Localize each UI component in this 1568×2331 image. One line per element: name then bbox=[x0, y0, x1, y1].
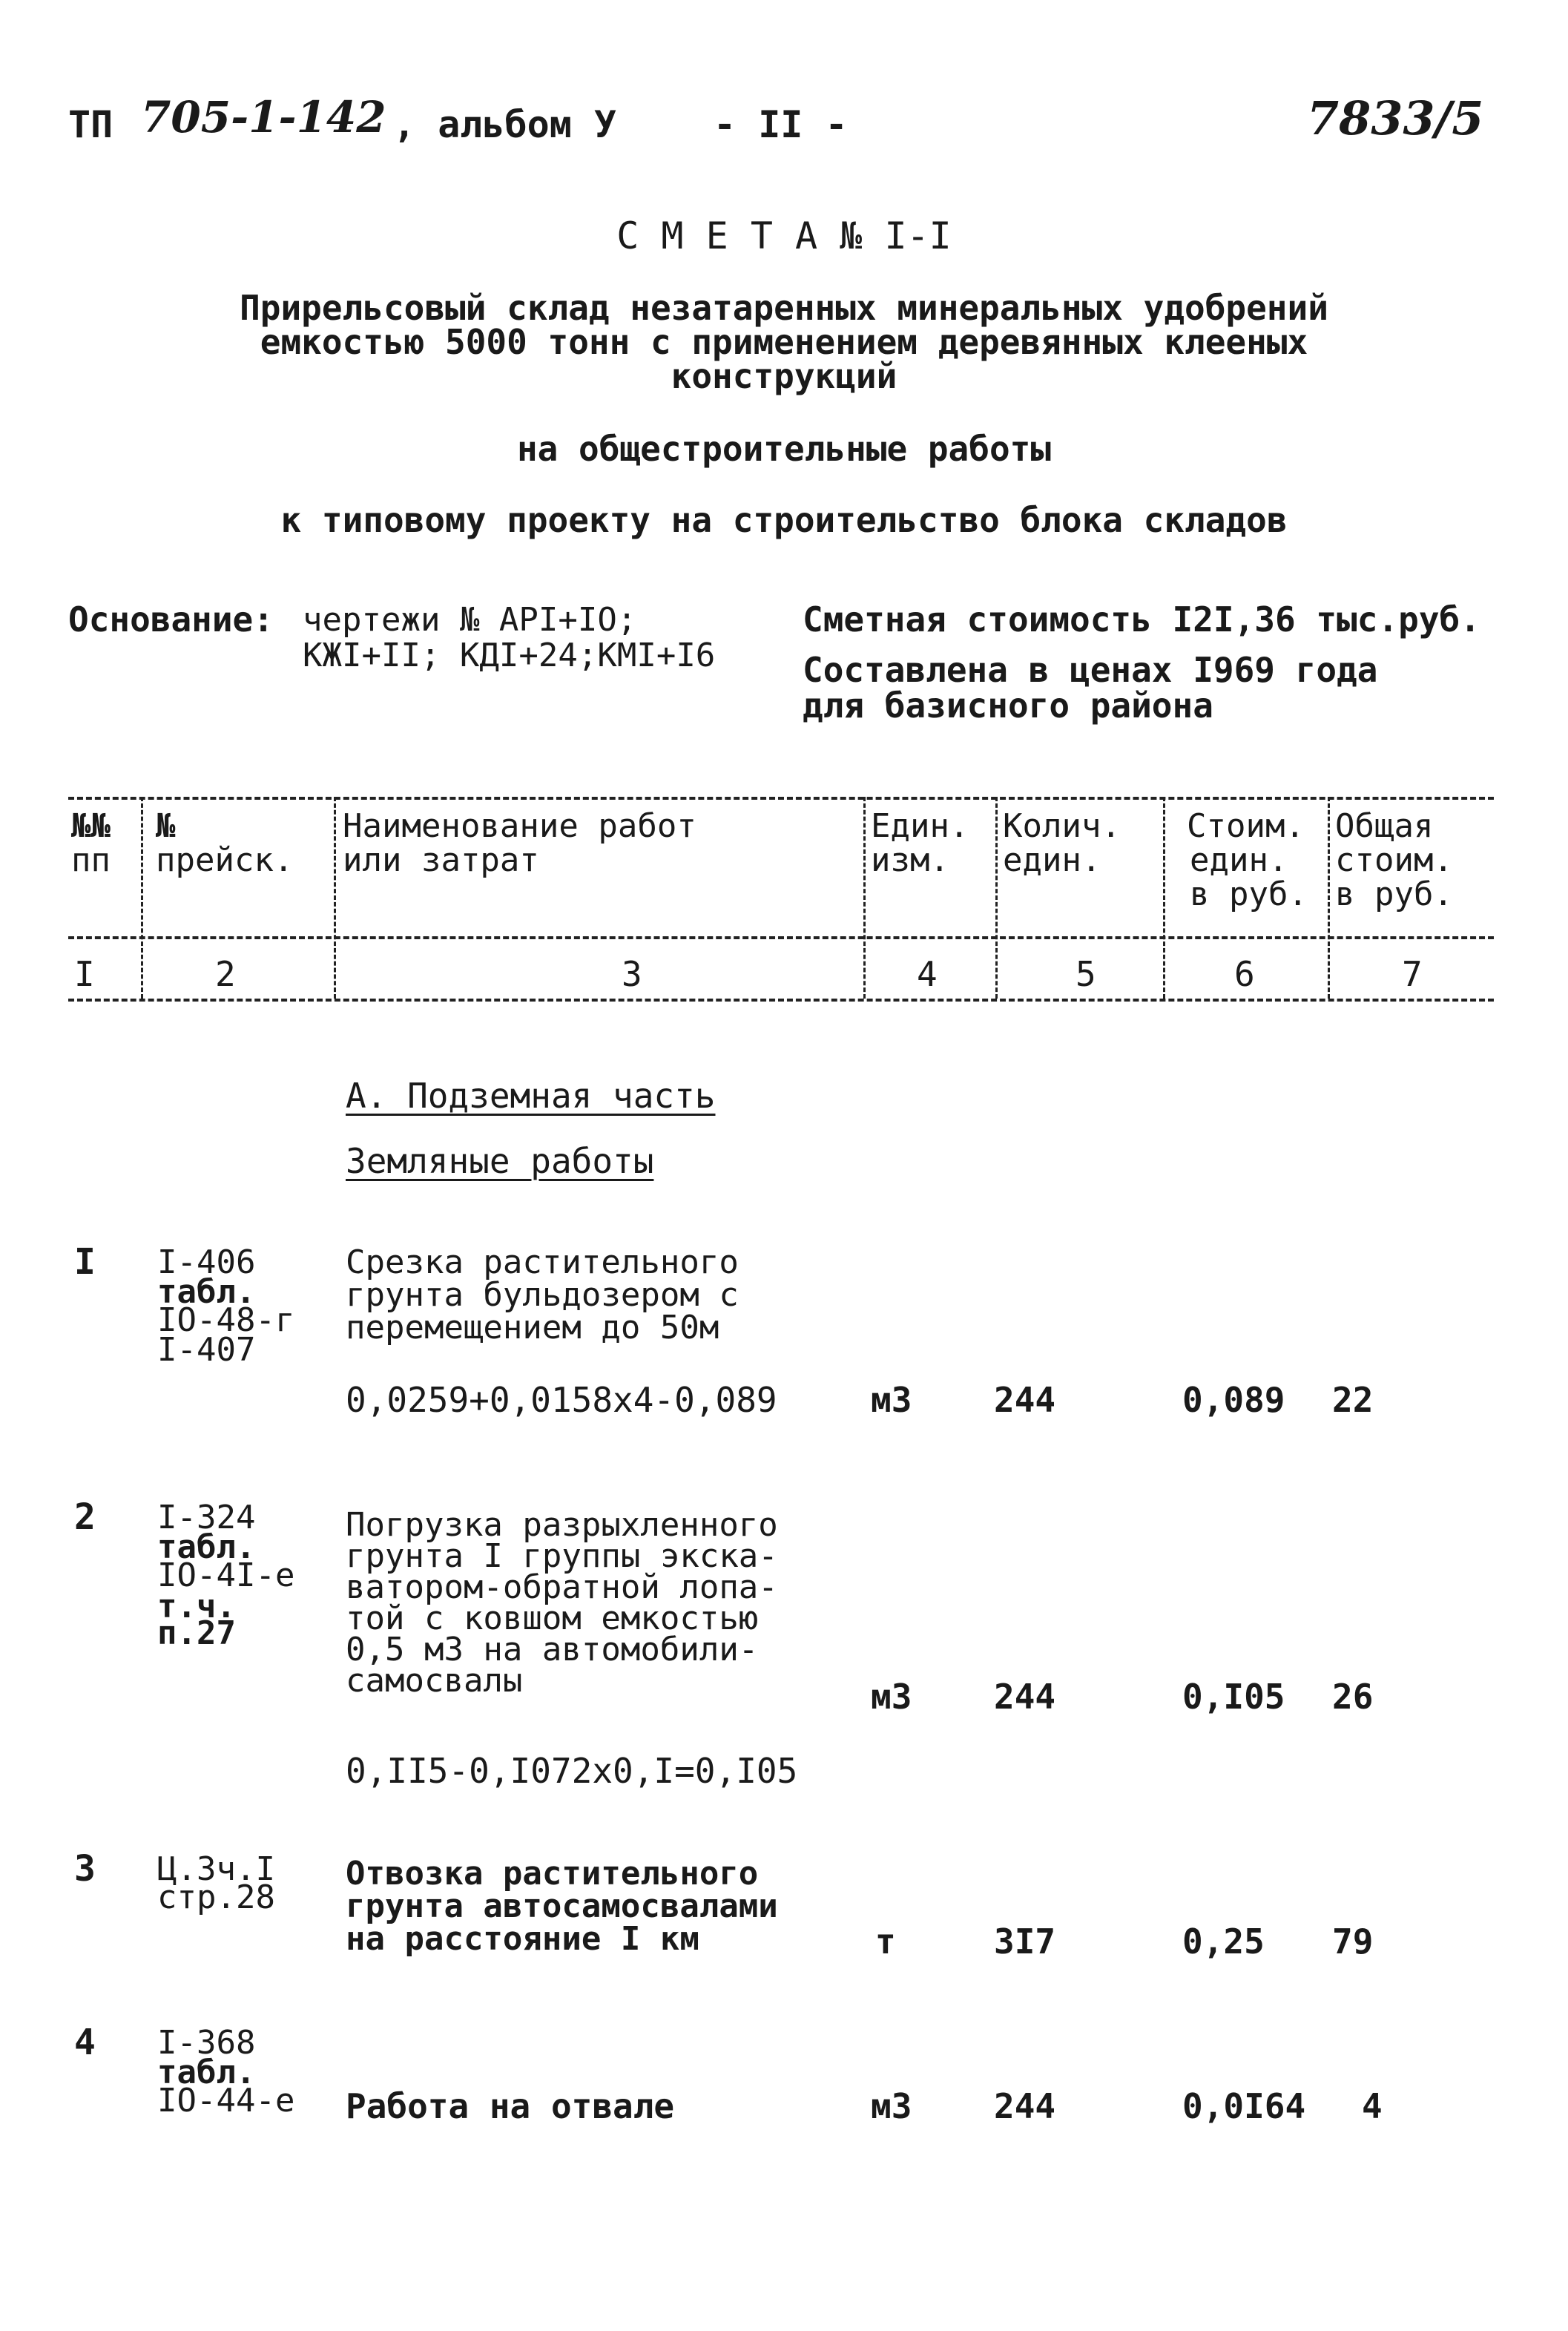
row-price: 0,0I64 bbox=[1182, 2086, 1306, 2126]
col-number-5: 5 bbox=[1075, 954, 1096, 994]
doc-number: 7833/5 bbox=[1307, 91, 1484, 145]
row-ref-line: табл. bbox=[157, 2054, 256, 2091]
col-number-1: I bbox=[74, 954, 95, 994]
row-qty: 3I7 bbox=[994, 1921, 1056, 1962]
page-label: - II - bbox=[714, 103, 848, 146]
header-col2-line2: прейск. bbox=[156, 841, 294, 879]
row-ref-line: I-368 bbox=[157, 2024, 256, 2062]
header-top-rule bbox=[68, 797, 1494, 800]
header-col7-line3: в руб. bbox=[1335, 875, 1453, 913]
row-number: 3 bbox=[74, 1848, 96, 1890]
col-number-6: 6 bbox=[1234, 954, 1255, 994]
row-desc-line: перемещением до 50м bbox=[346, 1309, 719, 1347]
row-unit: м3 bbox=[871, 1380, 912, 1420]
header-col6-line2: един. bbox=[1190, 841, 1288, 879]
row-price: 0,I05 bbox=[1182, 1677, 1285, 1717]
col-divider bbox=[1328, 797, 1330, 999]
header-col3-line2: или затрат bbox=[343, 841, 539, 879]
header-col3-line1: Наименование работ bbox=[343, 807, 696, 845]
title-desc-line3: конструкций bbox=[671, 356, 897, 396]
basis-drawings-line1: чертежи № API+IO; bbox=[303, 601, 637, 639]
row-total: 26 bbox=[1332, 1677, 1374, 1717]
row-ref-line: Ц.3ч.I bbox=[157, 1850, 275, 1888]
row-desc-line: 0,5 м3 на автомобили- bbox=[346, 1631, 759, 1668]
section-subtitle: Земляные работы bbox=[346, 1141, 654, 1181]
smeta-title: С М Е Т А № I-I bbox=[616, 214, 952, 257]
tp-prefix: ТП bbox=[68, 103, 113, 146]
row-ref-line: IO-44-е bbox=[157, 2082, 295, 2120]
header-col5-line1: Колич. bbox=[1003, 807, 1121, 845]
col-number-3: 3 bbox=[622, 954, 642, 994]
title-desc-line1: Прирельсовый склад незатаренных минеральных удобрений bbox=[240, 288, 1328, 328]
row-calc: 0,II5-0,I072х0,I=0,I05 bbox=[346, 1751, 798, 1791]
row-number: 4 bbox=[74, 2022, 96, 2063]
album-label: , альбом У bbox=[393, 103, 617, 146]
row-qty: 244 bbox=[994, 1380, 1056, 1420]
row-ref-line: п.27 bbox=[157, 1614, 236, 1652]
tp-number: 705-1-142 bbox=[141, 92, 386, 142]
row-unit: м3 bbox=[871, 2086, 912, 2126]
row-desc-line: грунта автосамосвалами bbox=[346, 1887, 778, 1925]
section-title: А. Подземная часть bbox=[346, 1076, 716, 1116]
row-ref-line: табл. bbox=[157, 1273, 256, 1311]
basis-drawings-line2: КЖI+II; КДI+24;КМI+I6 bbox=[303, 637, 716, 674]
row-ref-line: стр.28 bbox=[157, 1878, 275, 1916]
row-total: 79 bbox=[1332, 1921, 1374, 1962]
row-number: 2 bbox=[74, 1496, 96, 1538]
title-desc-line2: емкостью 5000 тонн с применением деревянных клееных bbox=[260, 322, 1308, 362]
row-qty: 244 bbox=[994, 2086, 1056, 2126]
row-desc-line: самосвалы bbox=[346, 1662, 523, 1700]
row-price: 0,089 bbox=[1182, 1380, 1285, 1420]
header-col4-line1: Един. bbox=[871, 807, 969, 845]
header-col4-line2: изм. bbox=[871, 841, 949, 879]
header-col6-line1: Стоим. bbox=[1187, 807, 1305, 845]
row-desc-line: Работа на отвале bbox=[346, 2086, 675, 2126]
col-number-7: 7 bbox=[1402, 954, 1423, 994]
basis-label: Основание: bbox=[68, 599, 274, 640]
row-ref-line: IO-48-г bbox=[157, 1301, 295, 1339]
header-col5-line2: един. bbox=[1003, 841, 1101, 879]
row-desc-line: Срезка растительного bbox=[346, 1243, 739, 1281]
row-unit: м3 bbox=[871, 1677, 912, 1717]
title-subtitle-1: на общестроительные работы bbox=[516, 429, 1052, 469]
row-total: 4 bbox=[1362, 2086, 1383, 2126]
row-ref-line: I-406 bbox=[157, 1243, 256, 1281]
header-col1-line1: №№ bbox=[71, 807, 111, 845]
col-divider bbox=[334, 797, 336, 999]
col-number-2: 2 bbox=[215, 954, 236, 994]
header-bottom-rule bbox=[68, 999, 1494, 1002]
row-ref-line: IO-4I-е bbox=[157, 1556, 295, 1594]
row-desc-line: Погрузка разрыхленного bbox=[346, 1506, 778, 1544]
row-desc-line: грунта I группы экска- bbox=[346, 1537, 778, 1575]
header-col2-line1: № bbox=[156, 807, 176, 845]
row-desc-line: грунта бульдозером с bbox=[346, 1276, 739, 1314]
composed-prices-line1: Составлена в ценах I969 года bbox=[803, 650, 1378, 690]
row-price: 0,25 bbox=[1182, 1921, 1265, 1962]
row-qty: 244 bbox=[994, 1677, 1056, 1717]
col-divider bbox=[141, 797, 143, 999]
col-divider bbox=[995, 797, 998, 999]
header-middle-rule bbox=[68, 936, 1494, 939]
row-desc-line: на расстояние I км bbox=[346, 1920, 699, 1958]
row-ref-line: табл. bbox=[157, 1528, 256, 1566]
row-total: 22 bbox=[1332, 1380, 1374, 1420]
row-ref-line: I-324 bbox=[157, 1499, 256, 1536]
row-desc-line: Отвозка растительного bbox=[346, 1855, 759, 1893]
row-calc: 0,0259+0,0158х4-0,089 bbox=[346, 1380, 777, 1420]
col-divider bbox=[863, 797, 866, 999]
header-col1-line2: пп bbox=[71, 841, 111, 879]
row-ref-line: I-407 bbox=[157, 1331, 256, 1369]
header-col7-line2: стоим. bbox=[1335, 841, 1453, 879]
title-subtitle-2: к типовому проекту на строительство блока складов bbox=[280, 500, 1288, 540]
header-col7-line1: Общая bbox=[1335, 807, 1434, 845]
col-number-4: 4 bbox=[917, 954, 938, 994]
composed-prices-line2: для базисного района bbox=[803, 686, 1213, 726]
header-col6-line3: в руб. bbox=[1190, 875, 1308, 913]
row-number: I bbox=[74, 1241, 96, 1283]
row-ref-line: т.ч. bbox=[157, 1588, 236, 1625]
estimated-cost: Сметная стоимость I2I,36 тыс.руб. bbox=[803, 599, 1480, 640]
col-divider bbox=[1163, 797, 1165, 999]
row-desc-line: той с ковшом емкостью bbox=[346, 1600, 759, 1637]
row-unit: т bbox=[875, 1921, 896, 1962]
row-desc-line: ватором-обратной лопа- bbox=[346, 1568, 778, 1606]
